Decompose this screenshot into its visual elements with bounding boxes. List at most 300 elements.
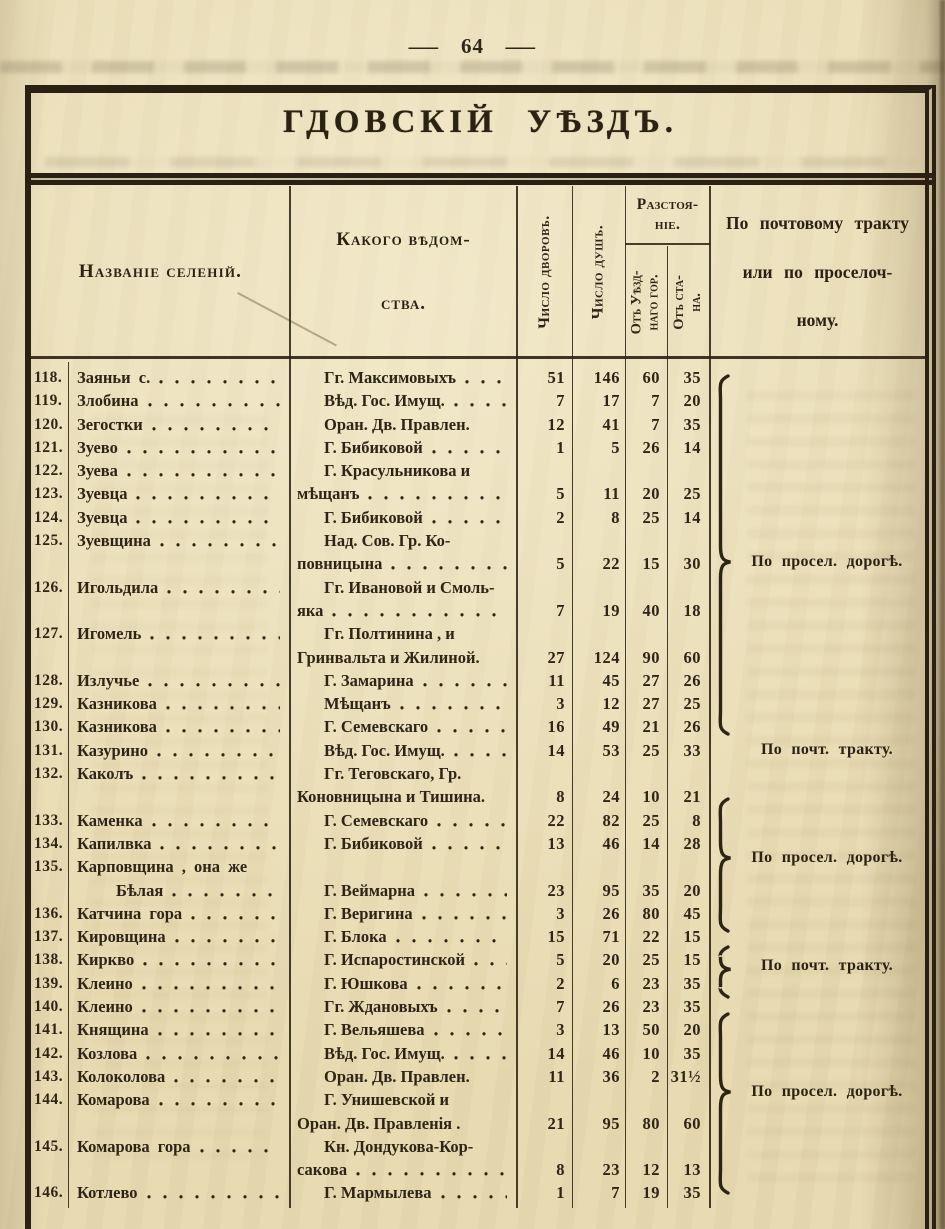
dot-leader	[446, 995, 507, 1018]
row-number: 132.	[34, 765, 64, 783]
settlement-name-text: Зегостки	[77, 414, 143, 434]
settlement-name	[68, 436, 290, 459]
department-text: Оран. Дв. Правлен.	[324, 414, 470, 434]
households-count	[517, 529, 572, 552]
settlement-name	[68, 366, 290, 389]
dot-leader	[331, 599, 507, 622]
distance-from-stan: 15	[683, 927, 701, 947]
distance-from-town	[625, 1135, 667, 1158]
souls-count: 13	[602, 1020, 620, 1040]
col-header-distance-from-town-text: Отъ Уѣзд- наго гор.	[628, 270, 663, 334]
distance-from-town: 80	[642, 903, 660, 923]
department-text: Гг. Полтинина , и	[324, 624, 455, 644]
distance-from-town: 40	[642, 600, 660, 620]
households-count: 13	[547, 833, 565, 853]
department	[290, 576, 517, 599]
distance-from-stan: 25	[683, 484, 701, 504]
settlement-name-text: Заяньи с.	[77, 368, 151, 387]
distance-from-town: 25	[642, 740, 660, 760]
settlement-name	[68, 879, 290, 902]
settlement-name-text: Казникова	[77, 717, 157, 737]
souls-count	[572, 529, 625, 552]
settlement-name	[68, 413, 290, 436]
souls-count: 46	[602, 1043, 620, 1063]
distance-from-stan	[667, 622, 710, 645]
dot-leader	[135, 506, 280, 529]
souls-count: 124	[593, 647, 620, 667]
department	[290, 1112, 517, 1135]
distance-from-town: 90	[642, 647, 660, 667]
department	[290, 1135, 517, 1158]
dot-leader	[453, 389, 507, 412]
settlement-name-text: Зуева	[77, 461, 118, 481]
dot-leader	[431, 436, 507, 459]
distance-from-town: 60	[642, 368, 660, 387]
row-number: 133.	[34, 811, 64, 829]
department	[290, 1181, 517, 1204]
dot-leader	[171, 879, 280, 902]
dot-leader	[126, 436, 280, 459]
households-count: 1	[556, 1183, 565, 1203]
distance-from-stan: 35	[683, 414, 701, 434]
settlement-name-text: Зуево	[77, 437, 118, 457]
table-row	[31, 692, 925, 715]
settlement-name-text: Комарова	[77, 1090, 150, 1110]
dot-leader	[395, 925, 507, 948]
settlement-name	[68, 902, 290, 925]
dot-leader	[173, 1065, 280, 1088]
department	[290, 622, 517, 645]
dot-leader	[433, 1018, 507, 1041]
settlement-name	[68, 482, 290, 505]
department	[290, 948, 517, 971]
col-header-route-line2: или по проселоч-	[742, 261, 893, 282]
table-row	[31, 529, 925, 552]
department	[290, 925, 517, 948]
department-text: Г. Красульникова и	[324, 461, 471, 481]
department-text: Вѣд. Гос. Имущ.	[324, 391, 445, 411]
row-number: 126.	[34, 578, 64, 596]
souls-count: 11	[603, 484, 620, 504]
department-text: сакова	[297, 1160, 348, 1180]
row-number	[31, 879, 68, 902]
settlement-name-text: Злобина	[77, 391, 139, 411]
distance-from-stan: 35	[683, 997, 701, 1017]
department	[290, 552, 517, 575]
table-row	[31, 902, 925, 925]
households-count: 16	[547, 717, 565, 737]
dot-leader	[147, 389, 280, 412]
settlement-name-text: Карповщина , она же	[77, 857, 248, 877]
table-row	[31, 459, 925, 482]
distance-from-stan: 45	[683, 903, 701, 923]
souls-count: 26	[602, 997, 620, 1017]
table-row	[31, 576, 925, 599]
households-count	[517, 855, 572, 878]
settlement-name	[68, 948, 290, 971]
row-number: 128.	[34, 671, 64, 689]
distance-from-stan: 14	[683, 437, 701, 457]
distance-from-town: 50	[642, 1020, 660, 1040]
distance-from-town: 2	[651, 1066, 660, 1086]
settlement-name-text: Капилвка	[77, 833, 152, 853]
settlement-name-text: Игомель	[77, 624, 142, 644]
col-header-distance-from-stan-text: Отъ ста- на.	[671, 274, 705, 330]
col-header-department-line2: ства.	[380, 293, 427, 315]
households-count: 3	[556, 1020, 565, 1040]
department-text: Г. Бибиковой	[324, 437, 423, 457]
households-count: 11	[548, 670, 565, 690]
distance-from-stan: 13	[683, 1160, 701, 1180]
row-number: 146.	[34, 1184, 64, 1202]
distance-from-town: 25	[642, 950, 660, 970]
dot-leader	[145, 1042, 280, 1065]
row-number: 140.	[34, 998, 64, 1016]
distance-from-stan: 60	[683, 647, 701, 667]
distance-from-town: 25	[642, 810, 660, 830]
souls-count: 24	[602, 787, 620, 807]
route-label: По просел. дорогѣ.	[751, 1083, 903, 1100]
distance-from-town: 15	[642, 554, 660, 574]
households-count	[517, 1088, 572, 1111]
dot-leader	[390, 552, 507, 575]
row-number: 125.	[34, 532, 64, 550]
households-count: 22	[547, 810, 565, 830]
settlement-name-text: Комарова гора	[77, 1136, 191, 1156]
distance-from-town: 27	[642, 694, 660, 714]
dot-leader	[367, 482, 507, 505]
distance-from-stan: 15	[683, 950, 701, 970]
row-number: 139.	[34, 974, 64, 992]
distance-from-stan	[667, 459, 710, 482]
col-header-distance-from-town	[625, 246, 667, 358]
row-number: 124.	[34, 508, 64, 526]
table-row	[31, 995, 925, 1018]
col-header-distance	[625, 186, 710, 243]
dot-leader	[158, 1088, 280, 1111]
households-count: 8	[556, 1160, 565, 1180]
table-row	[31, 622, 925, 645]
distance-from-stan: 18	[683, 600, 701, 620]
department	[290, 599, 517, 622]
department-text: Гринвальта и Жилиной.	[297, 647, 480, 667]
distance-from-stan: 26	[683, 670, 701, 690]
department-text: Г. Блока	[324, 927, 387, 947]
row-number: 135.	[34, 858, 64, 876]
distance-from-stan: 20	[683, 391, 701, 411]
route-label: По просел. дорогѣ.	[751, 849, 903, 866]
department-text: Г. Унишевской и	[324, 1090, 450, 1110]
settlement-name	[68, 1158, 290, 1181]
distance-from-town: 25	[642, 507, 660, 527]
table-row	[31, 785, 925, 808]
settlement-name-text: Игольдила	[77, 577, 159, 597]
settlement-name	[68, 1181, 290, 1204]
settlement-name	[68, 972, 290, 995]
settlement-name	[68, 832, 290, 855]
dot-leader	[149, 622, 280, 645]
route-brace-icon	[711, 945, 737, 999]
settlement-name	[68, 389, 290, 412]
col-header-department	[290, 186, 517, 358]
distance-from-stan: 35	[683, 1183, 701, 1203]
table-row	[31, 1181, 925, 1204]
distance-from-stan	[667, 1135, 710, 1158]
col-header-households-text: Число дворовъ.	[535, 215, 553, 329]
souls-count: 36	[602, 1066, 620, 1086]
row-number: 122.	[34, 462, 64, 480]
settlement-name-text: Клеино	[77, 997, 133, 1017]
souls-count	[572, 1135, 625, 1158]
distance-from-stan: 30	[683, 554, 701, 574]
households-count	[517, 576, 572, 599]
department	[290, 995, 517, 1018]
households-count: 23	[547, 880, 565, 900]
table-row	[31, 599, 925, 622]
settlement-name-text: Козлова	[77, 1043, 138, 1063]
households-count: 2	[556, 507, 565, 527]
table-row	[31, 482, 925, 505]
row-number: 118.	[34, 369, 63, 386]
settlement-name-text: Излучье	[77, 670, 140, 690]
department-text: Г. Мармылева	[324, 1183, 432, 1203]
souls-count: 22	[602, 554, 620, 574]
row-number: 119.	[34, 392, 63, 410]
dot-leader	[159, 529, 280, 552]
page-number-value: 64	[461, 34, 484, 58]
households-count	[517, 762, 572, 785]
dot-leader	[416, 972, 507, 995]
distance-from-town: 20	[642, 484, 660, 504]
department	[290, 646, 517, 669]
settlement-name	[68, 552, 290, 575]
settlement-name	[68, 855, 290, 878]
dot-leader	[440, 1181, 508, 1204]
settlement-name-text: Каколъ	[77, 764, 134, 784]
row-number: 121.	[34, 438, 64, 456]
table-row	[31, 413, 925, 436]
settlement-name	[68, 506, 290, 529]
distance-from-town	[625, 762, 667, 785]
dot-leader	[453, 739, 507, 762]
distance-from-town	[625, 855, 667, 878]
distance-from-town	[625, 622, 667, 645]
row-number	[31, 1158, 68, 1181]
table-body	[31, 366, 925, 1205]
distance-from-town	[625, 576, 667, 599]
settlement-name	[68, 995, 290, 1018]
department-text: Г. Бибиковой	[324, 833, 423, 853]
route-label: По почт. тракту.	[761, 957, 893, 974]
row-number	[31, 552, 68, 575]
row-number: 142.	[34, 1044, 64, 1062]
souls-count: 146	[593, 368, 620, 387]
dot-leader	[126, 459, 280, 482]
distance-from-town: 7	[651, 414, 660, 434]
distance-from-town	[625, 529, 667, 552]
settlement-name-text: Катчина гора	[77, 903, 183, 923]
distance-from-town: 22	[642, 927, 660, 947]
distance-from-stan: 35	[683, 973, 701, 993]
distance-from-town: 23	[642, 973, 660, 993]
department-text: Вѣд. Гос. Имущ.	[324, 740, 445, 760]
settlement-name	[68, 529, 290, 552]
dot-leader	[431, 506, 507, 529]
department	[290, 1018, 517, 1041]
settlement-name	[68, 739, 290, 762]
department	[290, 506, 517, 529]
households-count	[517, 1135, 572, 1158]
settlement-name	[68, 646, 290, 669]
souls-count: 95	[602, 880, 620, 900]
col-header-distance-from-stan	[667, 246, 710, 358]
dot-leader	[199, 1135, 280, 1158]
souls-count: 53	[602, 740, 620, 760]
table-row	[31, 879, 925, 902]
settlement-name-text: Бѣлая	[116, 880, 164, 900]
department-text: Гг. Максимовыхъ	[324, 368, 457, 387]
department-text: Г. Семевскаго	[324, 717, 429, 737]
distance-from-stan	[667, 1088, 710, 1111]
col-header-settlement-names: Названіе селеній.	[78, 261, 243, 282]
households-count: 5	[556, 484, 565, 504]
settlement-name-text: Зуевца	[77, 507, 128, 527]
row-number: 136.	[34, 904, 64, 922]
souls-count: 49	[602, 717, 620, 737]
dot-leader	[157, 1018, 280, 1041]
settlement-name	[68, 1018, 290, 1041]
dot-leader	[436, 809, 507, 832]
dot-leader	[156, 739, 280, 762]
distance-from-town: 14	[642, 833, 660, 853]
souls-count: 41	[602, 414, 620, 434]
souls-count: 95	[602, 1113, 620, 1133]
households-count: 5	[556, 950, 565, 970]
section-title: ГДОВСКІЙ УѢЗДЪ.	[282, 104, 679, 140]
distance-from-stan: 28	[683, 833, 701, 853]
row-number: 144.	[34, 1091, 64, 1109]
department	[290, 785, 517, 808]
households-count: 14	[547, 740, 565, 760]
distance-from-stan: 21	[683, 787, 701, 807]
department	[290, 855, 517, 878]
col-header-department-line1: Какого вѣдом-	[336, 228, 471, 250]
souls-count: 46	[602, 833, 620, 853]
households-count: 27	[547, 647, 565, 667]
settlement-name	[68, 459, 290, 482]
households-count: 12	[547, 414, 565, 434]
table-row	[31, 1158, 925, 1181]
table-row	[31, 1112, 925, 1135]
department	[290, 436, 517, 459]
department-text: яка	[297, 600, 324, 620]
department-text: Над. Сов. Гр. Ко-	[324, 531, 451, 551]
settlement-name	[68, 925, 290, 948]
department-text: Г. Вельяшева	[324, 1020, 425, 1040]
department-text: Вѣд. Гос. Имущ.	[324, 1043, 445, 1063]
department-text: Оран. Дв. Правленія .	[297, 1113, 461, 1133]
heavy-rule	[25, 173, 936, 185]
households-count: 21	[547, 1113, 565, 1133]
department-text: Оран. Дв. Правлен.	[324, 1066, 470, 1086]
row-number	[31, 785, 68, 808]
distance-from-town: 26	[642, 437, 660, 457]
distance-from-stan: 35	[683, 368, 701, 387]
distance-from-stan	[667, 576, 710, 599]
dot-leader	[422, 669, 507, 692]
souls-count: 23	[602, 1160, 620, 1180]
distance-from-stan: 20	[683, 880, 701, 900]
households-count: 7	[556, 997, 565, 1017]
souls-count	[572, 762, 625, 785]
dot-leader	[436, 715, 507, 738]
souls-count: 20	[602, 950, 620, 970]
souls-count: 8	[611, 507, 620, 527]
dot-leader	[146, 1181, 281, 1204]
department	[290, 459, 517, 482]
row-number: 134.	[34, 834, 64, 852]
table-row	[31, 1042, 925, 1065]
department	[290, 529, 517, 552]
settlement-name-text: Котлево	[77, 1183, 138, 1203]
col-header-households	[517, 186, 572, 358]
row-number: 129.	[34, 695, 64, 713]
households-count: 15	[547, 927, 565, 947]
households-count: 51	[547, 368, 565, 387]
distance-from-town	[625, 459, 667, 482]
dot-leader	[431, 832, 507, 855]
souls-count	[572, 459, 625, 482]
page-number-dash-right: —	[505, 34, 537, 58]
department-text: Гг. Ивановой и Смоль-	[324, 577, 495, 597]
department	[290, 1088, 517, 1111]
row-number: 127.	[34, 625, 64, 643]
department-text: Г. Веригина	[324, 903, 413, 923]
souls-count: 5	[611, 437, 620, 457]
settlement-name	[68, 1065, 290, 1088]
table-row	[31, 972, 925, 995]
souls-count: 7	[611, 1183, 620, 1203]
souls-count: 17	[602, 391, 620, 411]
scan-smudge	[0, 61, 945, 73]
department-text: Г. Испаростинской	[324, 950, 466, 970]
table-row	[31, 715, 925, 738]
distance-from-stan: 35	[683, 1043, 701, 1063]
row-number: 123.	[34, 485, 64, 503]
department-text: Г. Семевскаго	[324, 810, 429, 830]
route-brace-icon	[711, 797, 737, 933]
department	[290, 1158, 517, 1181]
distance-from-town: 35	[642, 880, 660, 900]
souls-count: 12	[602, 694, 620, 714]
row-number	[31, 599, 68, 622]
households-count	[517, 459, 572, 482]
settlement-name	[68, 599, 290, 622]
dot-leader	[453, 1042, 507, 1065]
department	[290, 366, 517, 389]
dot-leader	[473, 948, 507, 971]
households-count: 11	[548, 1066, 565, 1086]
department	[290, 482, 517, 505]
distance-from-town: 19	[642, 1183, 660, 1203]
distance-from-stan	[667, 855, 710, 878]
department	[290, 1042, 517, 1065]
settlement-name-text: Кировщина	[77, 927, 166, 947]
settlement-name	[68, 1135, 290, 1158]
settlement-name	[68, 669, 290, 692]
dot-leader	[141, 762, 280, 785]
souls-count: 45	[602, 670, 620, 690]
